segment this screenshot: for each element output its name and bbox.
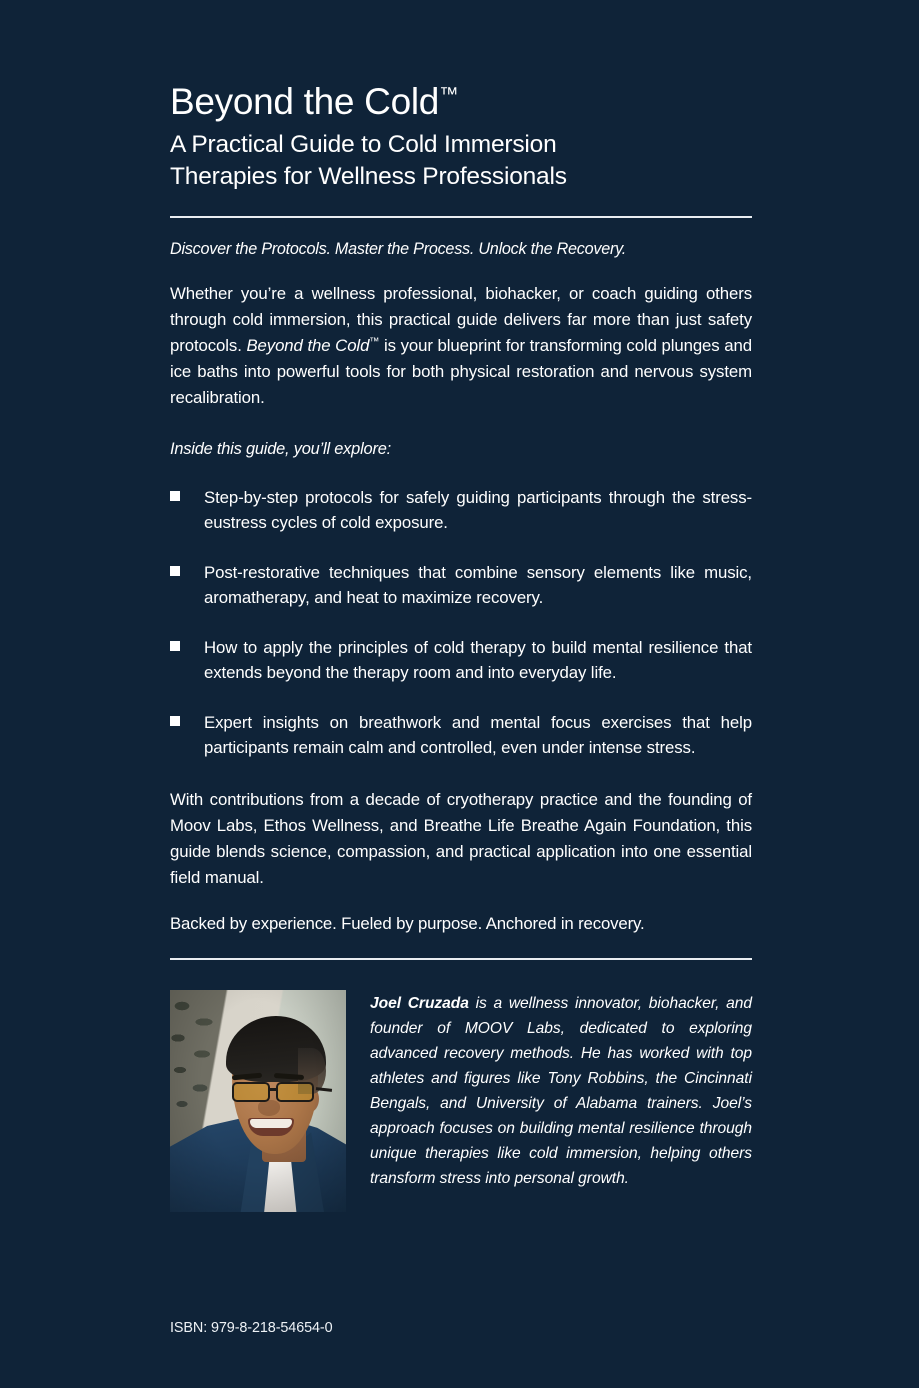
trademark-symbol: ™: [439, 84, 459, 106]
intro-trademark-symbol: ™: [369, 336, 380, 348]
list-item: [170, 485, 752, 536]
list-item: [170, 710, 752, 761]
author-bio: [370, 990, 752, 1192]
intro-part-1: Whether you’re a wellness professional, biohacker, or coach guiding others through cold immersion, this practical guide delivers far more than just safety protocols.: [170, 284, 752, 356]
book-title-text: Beyond the Cold: [170, 81, 440, 122]
list-item-label: How to apply the principles of cold therapy to build mental resilience that extends beyond the therapy room and into everyday life.: [204, 637, 752, 683]
square-bullet-icon: [170, 635, 204, 651]
book-subtitle: [170, 129, 752, 192]
square-bullet-icon: [170, 560, 204, 576]
page-title: [170, 82, 752, 121]
author-name: Joel Cruzada: [370, 995, 469, 1013]
title-block: [170, 0, 752, 192]
book-subtitle-line-2: Therapies for Wellness Professionals: [170, 162, 567, 190]
divider-top: [170, 216, 752, 218]
list-item: [170, 560, 752, 611]
intro-part-2: is your blueprint for transforming cold plunges and ice baths into powerful tools for both physical restoration and nervous system recalibration.: [170, 336, 752, 407]
list-item: [170, 635, 752, 686]
cover-content: [170, 0, 752, 1212]
list-item-label: Expert insights on breathwork and mental focus exercises that help participants remain calm and controlled, even under intense stress.: [204, 712, 752, 758]
square-bullet-icon: [170, 485, 204, 501]
contributions-paragraph: With contributions from a decade of cryotherapy practice and the founding of Moov Labs, Ethos Wellness, and Breathe Life Breathe Again Foundation, this guide blends science, compassion, and practical application into one essential field manual.: [170, 789, 752, 887]
feature-list: [170, 485, 752, 761]
list-item-label: Step-by-step protocols for safely guiding participants through the stress-eustress cycles of cold exposure.: [204, 487, 752, 533]
book-subtitle-line-1: A Practical Guide to Cold Immersion: [170, 131, 557, 159]
intro-italic-title-text: Beyond the Cold: [246, 336, 370, 356]
avatar: [170, 990, 346, 1212]
list-lead-in: Inside this guide, you’ll explore:: [170, 439, 391, 458]
divider-bottom: [170, 958, 752, 960]
isbn-text: ISBN: 979-8-218-54654-0: [170, 1320, 333, 1336]
intro-paragraph: [170, 281, 752, 410]
intro-italic-title: [246, 336, 379, 355]
square-bullet-icon: [170, 710, 204, 726]
closing-line: Backed by experience. Fueled by purpose. Anchored in recovery.: [170, 914, 645, 934]
list-item-label: Post-restorative techniques that combine sensory elements like music, aromatherapy, and heat to maximize recovery.: [204, 562, 752, 608]
tagline: Discover the Protocols. Master the Process. Unlock the Recovery.: [170, 240, 627, 259]
author-section: [170, 990, 752, 1212]
author-bio-text: is a wellness innovator, biohacker, and founder of MOOV Labs, dedicated to exploring advanced recovery methods. He has worked with top athletes and figures like Tony Robbins, the Cincinnati Bengals, and University of Alabama trainers. Joel’s approach focuses on building mental resilience through unique therapies like cold immersion, helping others transform stress into personal growth.: [370, 995, 752, 1187]
portrait-vignette: [170, 990, 346, 1212]
